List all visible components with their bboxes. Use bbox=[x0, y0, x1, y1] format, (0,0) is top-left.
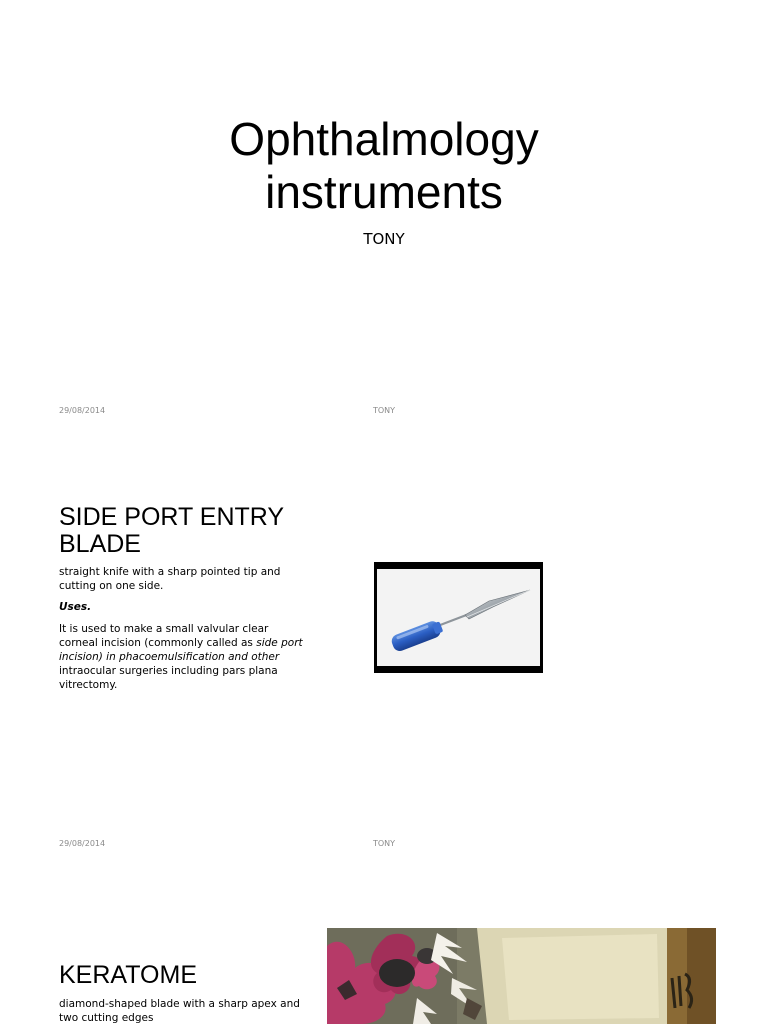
title-line-1: Ophthalmology bbox=[229, 113, 539, 165]
heading-line-2: BLADE bbox=[59, 530, 141, 558]
blade-description: straight knife with a sharp pointed tip and cutting on one side. bbox=[59, 566, 281, 592]
blade-image-background bbox=[377, 569, 540, 666]
uses-label: Uses. bbox=[59, 601, 92, 613]
keratome-photo-illustration bbox=[327, 928, 716, 1024]
author-subtitle: TONY bbox=[363, 230, 405, 248]
slide-title bbox=[0, 0, 768, 433]
title-line-2: instruments bbox=[265, 166, 503, 218]
uses-text-part-2: intraocular surgeries including pars plana vitrectomy. bbox=[59, 665, 278, 691]
footer-author: TONY bbox=[373, 406, 396, 415]
uses-text-italic: side port incision) in phacoemulsification and other bbox=[59, 637, 303, 663]
slide-heading: KERATOME bbox=[59, 961, 197, 989]
slide-side-port-blade bbox=[0, 433, 768, 866]
slide-keratome bbox=[0, 866, 768, 1024]
keratome-description: diamond-shaped blade with a sharp apex and two cutting edges bbox=[59, 998, 300, 1024]
keratome-photo bbox=[327, 928, 716, 1024]
side-port-blade-illustration bbox=[377, 569, 540, 666]
uses-text-part-1: It is used to make a small valvular clear corneal incision (commonly called as bbox=[59, 623, 269, 649]
footer-author: TONY bbox=[373, 839, 396, 848]
slide-heading bbox=[59, 504, 319, 558]
footer-date: 29/08/2014 bbox=[59, 839, 106, 848]
uses-text bbox=[59, 622, 304, 692]
heading-line-1: SIDE PORT ENTRY bbox=[59, 503, 285, 531]
presentation-title bbox=[0, 113, 768, 219]
footer-date: 29/08/2014 bbox=[59, 406, 106, 415]
blade-image bbox=[374, 562, 543, 673]
